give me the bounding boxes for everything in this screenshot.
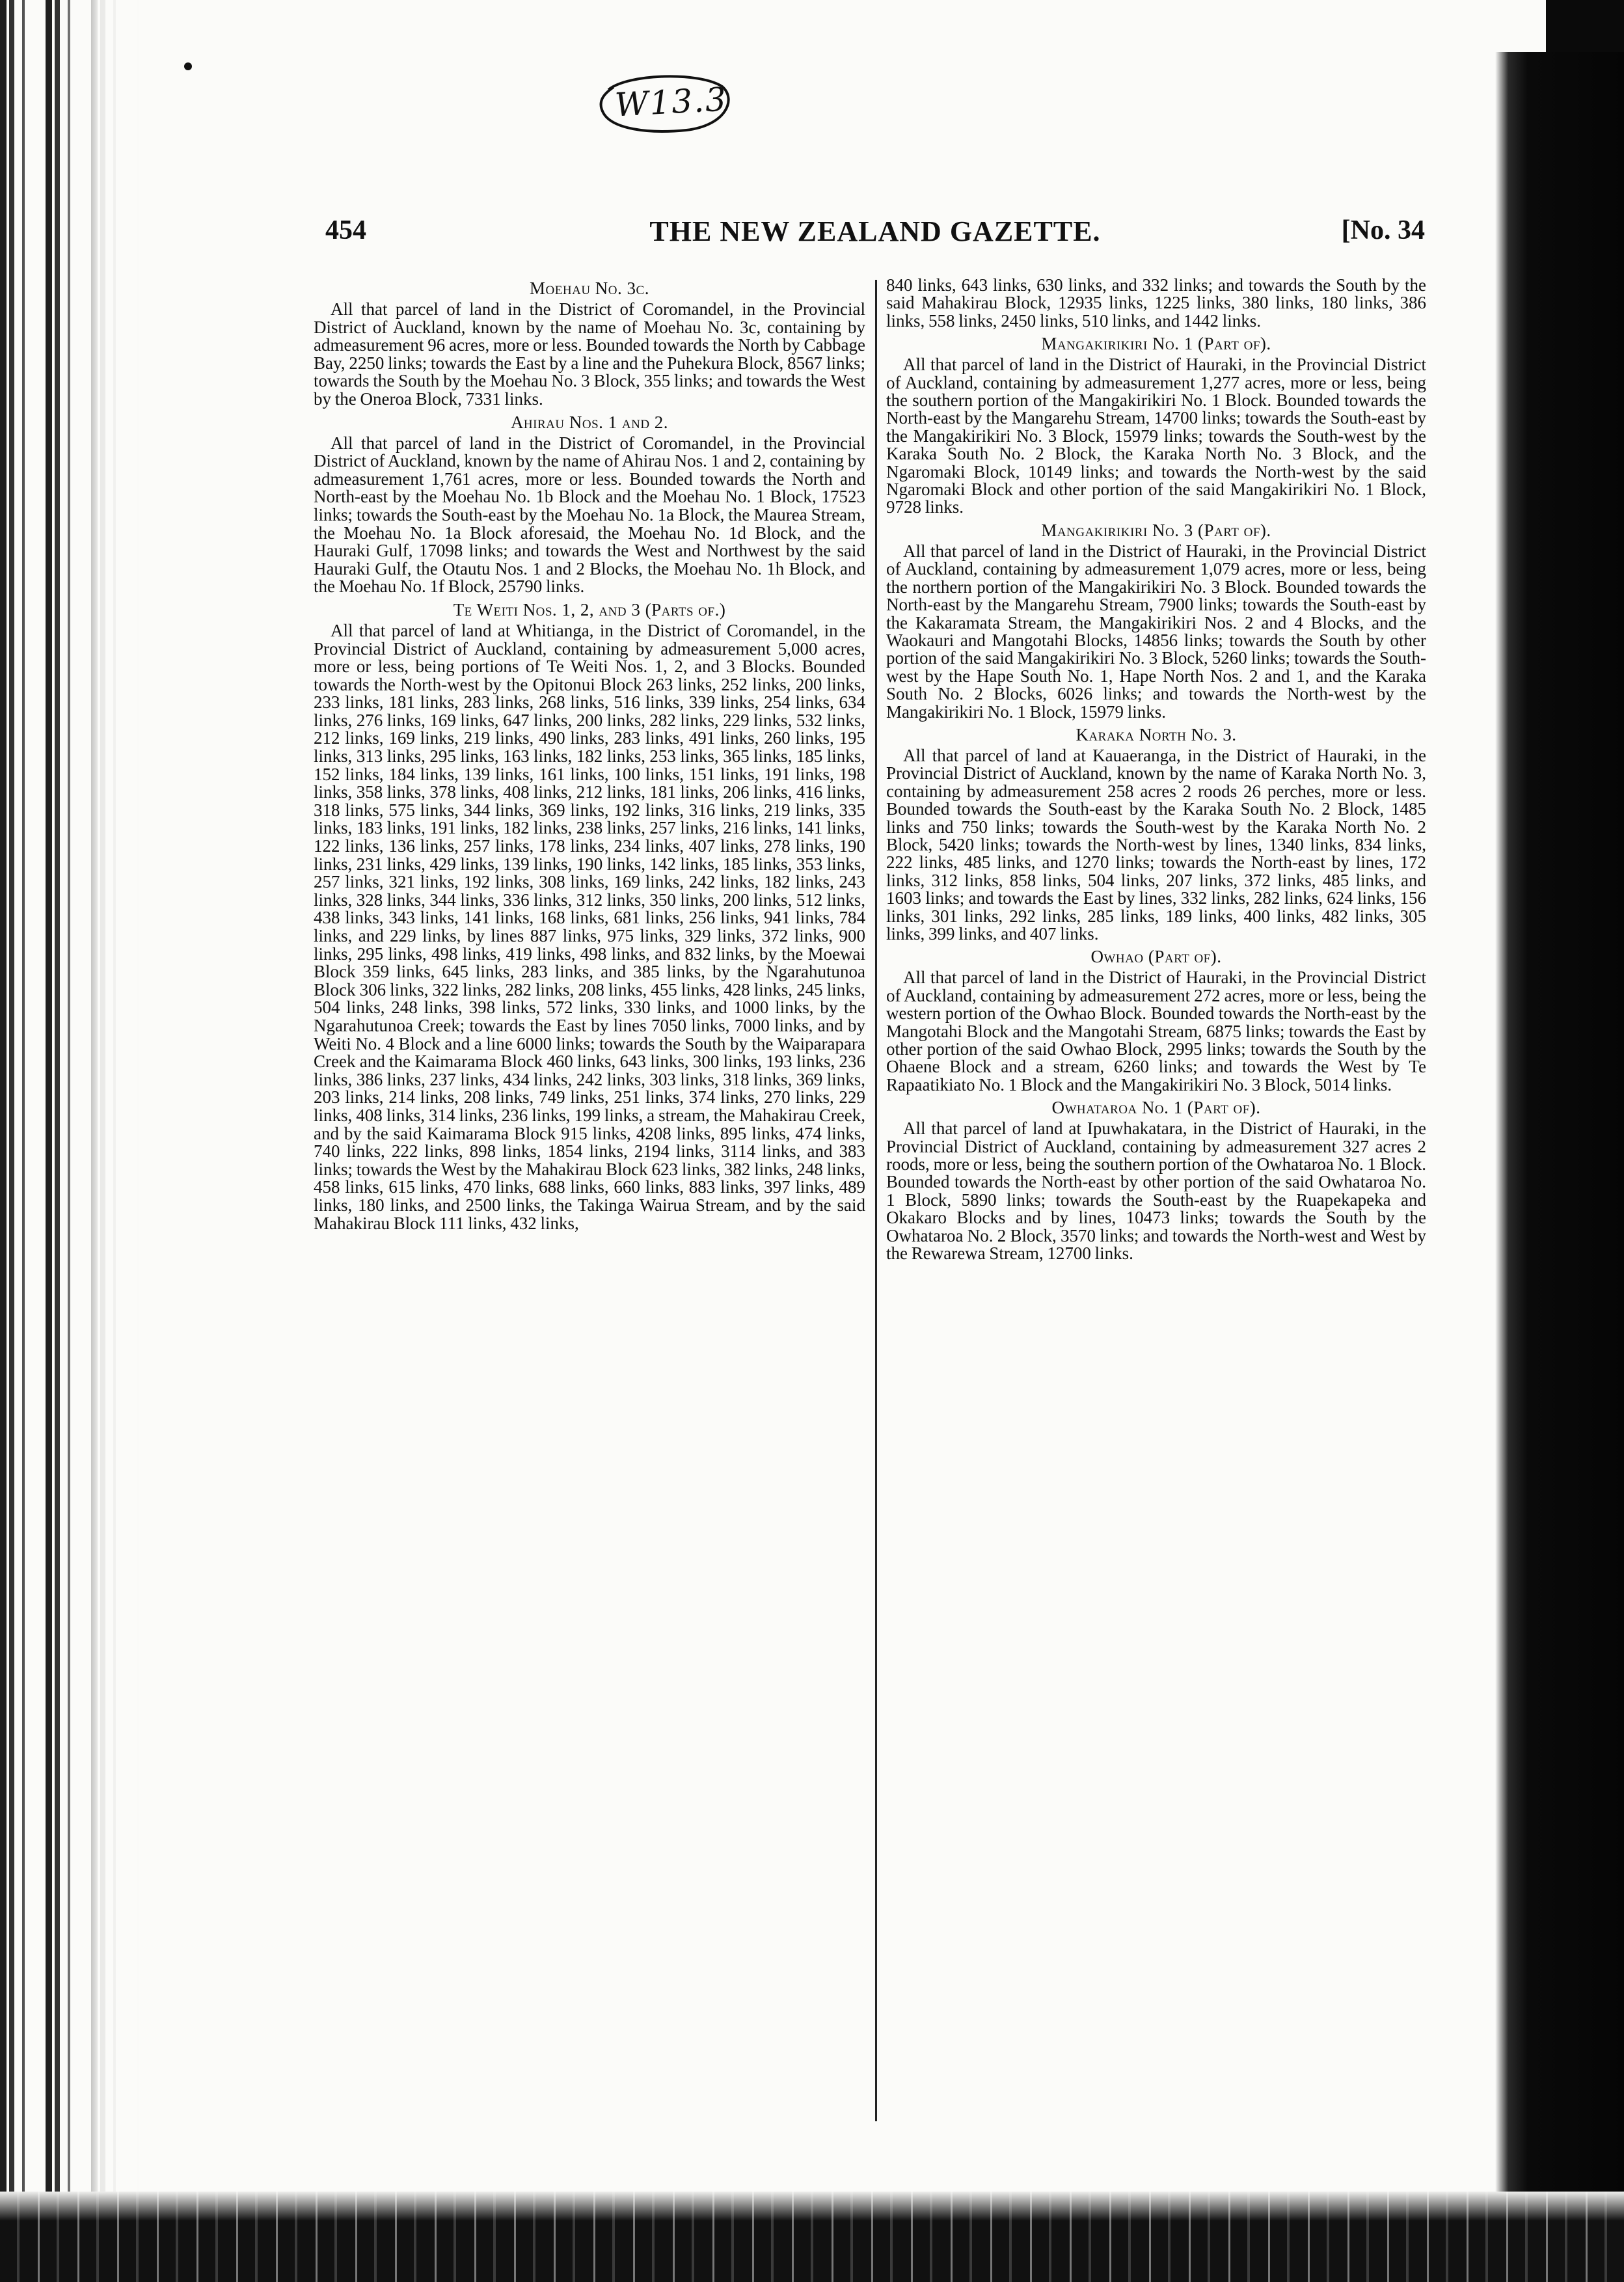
section-body: All that parcel of land at Whitianga, in the District of Coromandel, in the Provincial District of Auckland, containing by admeasurement 5,000 acres, more or less, being portions of Te Weiti Nos. 1, 2, and 3 Blocks. Bounded towards the North-west by the Opitonui Block 263 links, 252 links, 200 links, 233 links, 181 links, 283 links, 268 links, 516 links, 339 links, 254 links, 634 links, 276 links, 169 links, 647 links, 200 links, 282 links, 229 links, 532 links, 212 links, 169 links, 219 links, 490 links, 283 links, 491 links, 260 links, 195 links, 313 links, 295 links, 163 links, 182 links, 253 links, 365 links, 185 links, 152 links, 184 links, 139 links, 161 links, 100 links, 151 links, 191 links, 198 links, 358 links, 378 links, 408 links, 212 links, 181 links, 206 links, 416 links, 318 links, 575 links, 344 links, 369 links, 192 links, 316 links, 219 links, 335 links, 183 links, 191 links, 182 links, 238 links, 257 links, 216 links, 141 links, 122 links, 136 links, 257 links, 178 links, 234 links, 407 links, 278 links, 190 links, 231 links, 429 links, 139 links, 190 links, 142 links, 185 links, 353 links, 257 links, 321 links, 192 links, 308 links, 169 links, 242 links, 182 links, 243 links, 328 links, 344 links, 336 links, 312 links, 350 links, 200 links, 512 links, 438 links, 343 links, 141 links, 168 links, 681 links, 256 links, 941 links, 784 links, and 229 links, by lines 887 links, 975 links, 329 links, 372 links, 900 links, 295 links, 498 links, 419 links, 498 links, and 832 links, by the Moewai Block 359 links, 645 links, 283 links, and 385 links, by the Ngarahutunoa Block 306 links, 322 links, 282 links, 208 links, 455 links, 428 links, 245 links, 504 links, 248 links, 398 links, 572 links, 330 links, and 1000 links, by the Ngarahutunoa Creek; towards the East by lines 7050 links, 7000 links, and by Weiti No. 4 Block and a line 6000 links; towards the South by the Waiparapara Creek and the Kaimarama Block 460 links, 643 links, 300 links, 193 links, 236 links, 386 links, 237 links, 434 links, 242 links, 303 links, 318 links, 369 links, 203 links, 214 links, 208 links, 749 links, 251 links, 374 links, 270 links, 229 links, 408 links, 314 links, 236 links, 199 links, a stream, the Mahakirau Creek, and by the said Kaimarama Block 915 links, 4208 links, 895 links, 474 links, 740 links, 222 links, 898 links, 1854 links, 2194 links, 3114 links, and 383 links; towards the West by the Mahakirau Block 623 links, 382 links, 248 links, 458 links, 615 links, 470 links, 688 links, 660 links, 883 links, 397 links, 489 links, 180 links, and 2500 links, the Takinga Wairua Stream, and by the said Mahakirau Block 111 links, 432 links, <box>314 620 865 1233</box>
section-body: All that parcel of land in the District of Hauraki, in the Provincial District of Auckland, containing by admeasurement 1,079 acres, more or less, being the northern portion of the Mangakirikiri No. 3 Block. Bounded towards the North-east by the Mangarehu Stream, 7900 links; towards the South-east by the Kakaramata Stream, the Mangakirikiri Nos. 2 and 4 Blocks, and the Waokauri and Mangotahi Blocks, 14856 links; towards the South by other portion of the said Mangakirikiri No. 3 Block, 5260 links; towards the South-west by the Hape South No. 1, Hape North Nos. 2 and 1, and the Karaka South No. 2 Blocks, 6026 links; and towards the North-west by the Mangakirikiri No. 1 Block, 15979 links. <box>886 541 1426 722</box>
scan-edge-right <box>1482 52 1624 2212</box>
section-mangakirikiri-1 <box>886 332 1426 517</box>
section-heading: Owhataroa No. 1 (Part of). <box>1051 1098 1261 1118</box>
page-number: 454 <box>325 215 366 245</box>
section-moehau-3c <box>314 277 865 409</box>
section-body: All that parcel of land in the District of Hauraki, in the Provincial District of Auckland, containing by admeasurement 1,277 acres, more or less, being the southern portion of the Mangakirikiri No. 1 Block. Bounded towards the North-east by the Mangarehu Stream, 14700 links; towards the South-east by the Mangakirikiri No. 3 Block, 15979 links; towards the South-west by the Karaka South No. 2 Block, the Karaka North No. 3 Block, and the Ngaromaki Block, 10149 links; and towards the North-west by the said Ngaromaki Block and other portion of the said Mangakirikiri No. 1 Block, 9728 links. <box>886 355 1426 517</box>
section-heading: Karaka North No. 3. <box>1076 724 1237 744</box>
section-karaka-north-3 <box>886 723 1426 943</box>
section-heading: Mangakirikiri No. 1 (Part of). <box>1041 334 1271 354</box>
section-mangakirikiri-3 <box>886 519 1426 721</box>
section-heading: Owhao (Part of). <box>1090 947 1222 967</box>
masthead-title: THE NEW ZEALAND GAZETTE. <box>649 215 1101 247</box>
section-owhao <box>886 945 1426 1094</box>
section-te-weiti <box>314 598 865 1232</box>
section-heading: Te Weiti Nos. 1, 2, and 3 (Parts of.) <box>453 599 726 619</box>
stamp-text: W13.3 <box>614 80 729 124</box>
page-header <box>325 215 1425 260</box>
section-body: All that parcel of land at Ipuwhakatara, in the District of Hauraki, in the Provincial District of Auckland, containing by admeasurement 327 acres 2 roods, more or less, being the southern portion of the Owhataroa No. 1 Block. Bounded towards the North-east by other portion of the said Owhataroa No. 1 Block, 5890 links; towards the South-east by the Ruapekapeka and Okakaro Blocks and by lines, 10473 links; towards the South by the Owhataroa No. 2 Block, 3570 links; and towards the North-west and West by the Rewarewa Stream, 12700 links. <box>886 1119 1426 1264</box>
section-body: All that parcel of land in the District of Coromandel, in the Provincial District of Auckland, known by the name of Moehau No. 3c, containing by admeasurement 96 acres, more or less. Bounded towards the North by Cabbage Bay, 2250 links; towards the East by a line and the Puhekura Block, 8567 links; towards the South by the Moehau No. 3 Block, 355 links; and towards the West by the Oneroa Block, 7331 links. <box>314 299 865 409</box>
column-divider <box>875 280 877 2121</box>
right-column <box>886 277 1426 1265</box>
scan-edge-bottom-fade <box>0 2192 1624 2221</box>
section-body: All that parcel of land in the District of Hauraki, in the Provincial District of Auckland, containing by admeasurement 272 acres, more or less, being the western portion of the Owhao Block. Bounded towards the North-east by the Mangotahi Block and the Mangotahi Stream, 6875 links; towards the East by other portion of the said Owhao Block, 2995 links; towards the South by the Ohaene Block and a stream, 6260 links; and towards the West by Te Rapaatikiato No. 1 Block and the Mangakirikiri No. 3 Block, 5014 links. <box>886 968 1426 1094</box>
section-ahirau <box>314 411 865 596</box>
section-owhataroa-1 <box>886 1096 1426 1262</box>
left-column <box>314 277 865 1234</box>
section-body: 840 links, 643 links, 630 links, and 332 links; and towards the South by the said Mahakirau Block, 12935 links, 1225 links, 380 links, 180 links, 386 links, 558 links, 2450 links, 510 links, and 1442 links. <box>886 275 1426 331</box>
section-heading: Mangakirikiri No. 3 (Part of). <box>1041 520 1271 540</box>
section-body: All that parcel of land at Kauaeranga, in the District of Hauraki, in the Provincial District of Auckland, known by the name of Karaka North No. 3, containing by admeasurement 258 acres 2 roods 26 perches, more or less. Bounded towards the South-east by the Karaka South No. 2 Block, 1485 links and 750 links; towards the South-west by the Karaka North No. 2 Block, 5420 links; towards the North-west by lines, 1340 links, 834 links, 222 links, 485 links, and 1270 links; towards the North-east by lines, 172 links, 312 links, 858 links, 504 links, 207 links, 372 links, 485 links, and 1603 links; and towards the East by lines, 332 links, 282 links, 624 links, 156 links, 301 links, 292 links, 285 links, 189 links, 400 links, 482 links, 305 links, 399 links, and 407 links. <box>886 745 1426 944</box>
ink-dot <box>184 62 192 70</box>
section-heading: Ahirau Nos. 1 and 2. <box>510 412 669 432</box>
section-te-weiti-continued <box>886 277 1426 330</box>
issue-number: [No. 34 <box>1341 215 1425 245</box>
section-body: All that parcel of land in the District of Coromandel, in the Provincial District of Auckland, known by the name of Ahirau Nos. 1 and 2, containing by admeasurement 1,761 acres, more or less. Bounded towards the North and North-east by the Moehau No. 1b Block and the Moehau No. 1 Block, 17523 links; towards the South-east by the Moehau No. 1a Block, the Maurea Stream, the Moehau No. 1a Block aforesaid, the Moehau No. 1d Block, and the Hauraki Gulf, 17098 links; and towards the West and Northwest by the said Hauraki Gulf, the Otautu Nos. 1 and 2 Blocks, the Moehau No. 1h Block, and the Moehau No. 1f Block, 25790 links. <box>314 433 865 597</box>
scan-edge-left-fade <box>62 0 140 2282</box>
section-heading: Moehau No. 3c. <box>530 278 649 298</box>
handwritten-stamp <box>589 70 735 135</box>
